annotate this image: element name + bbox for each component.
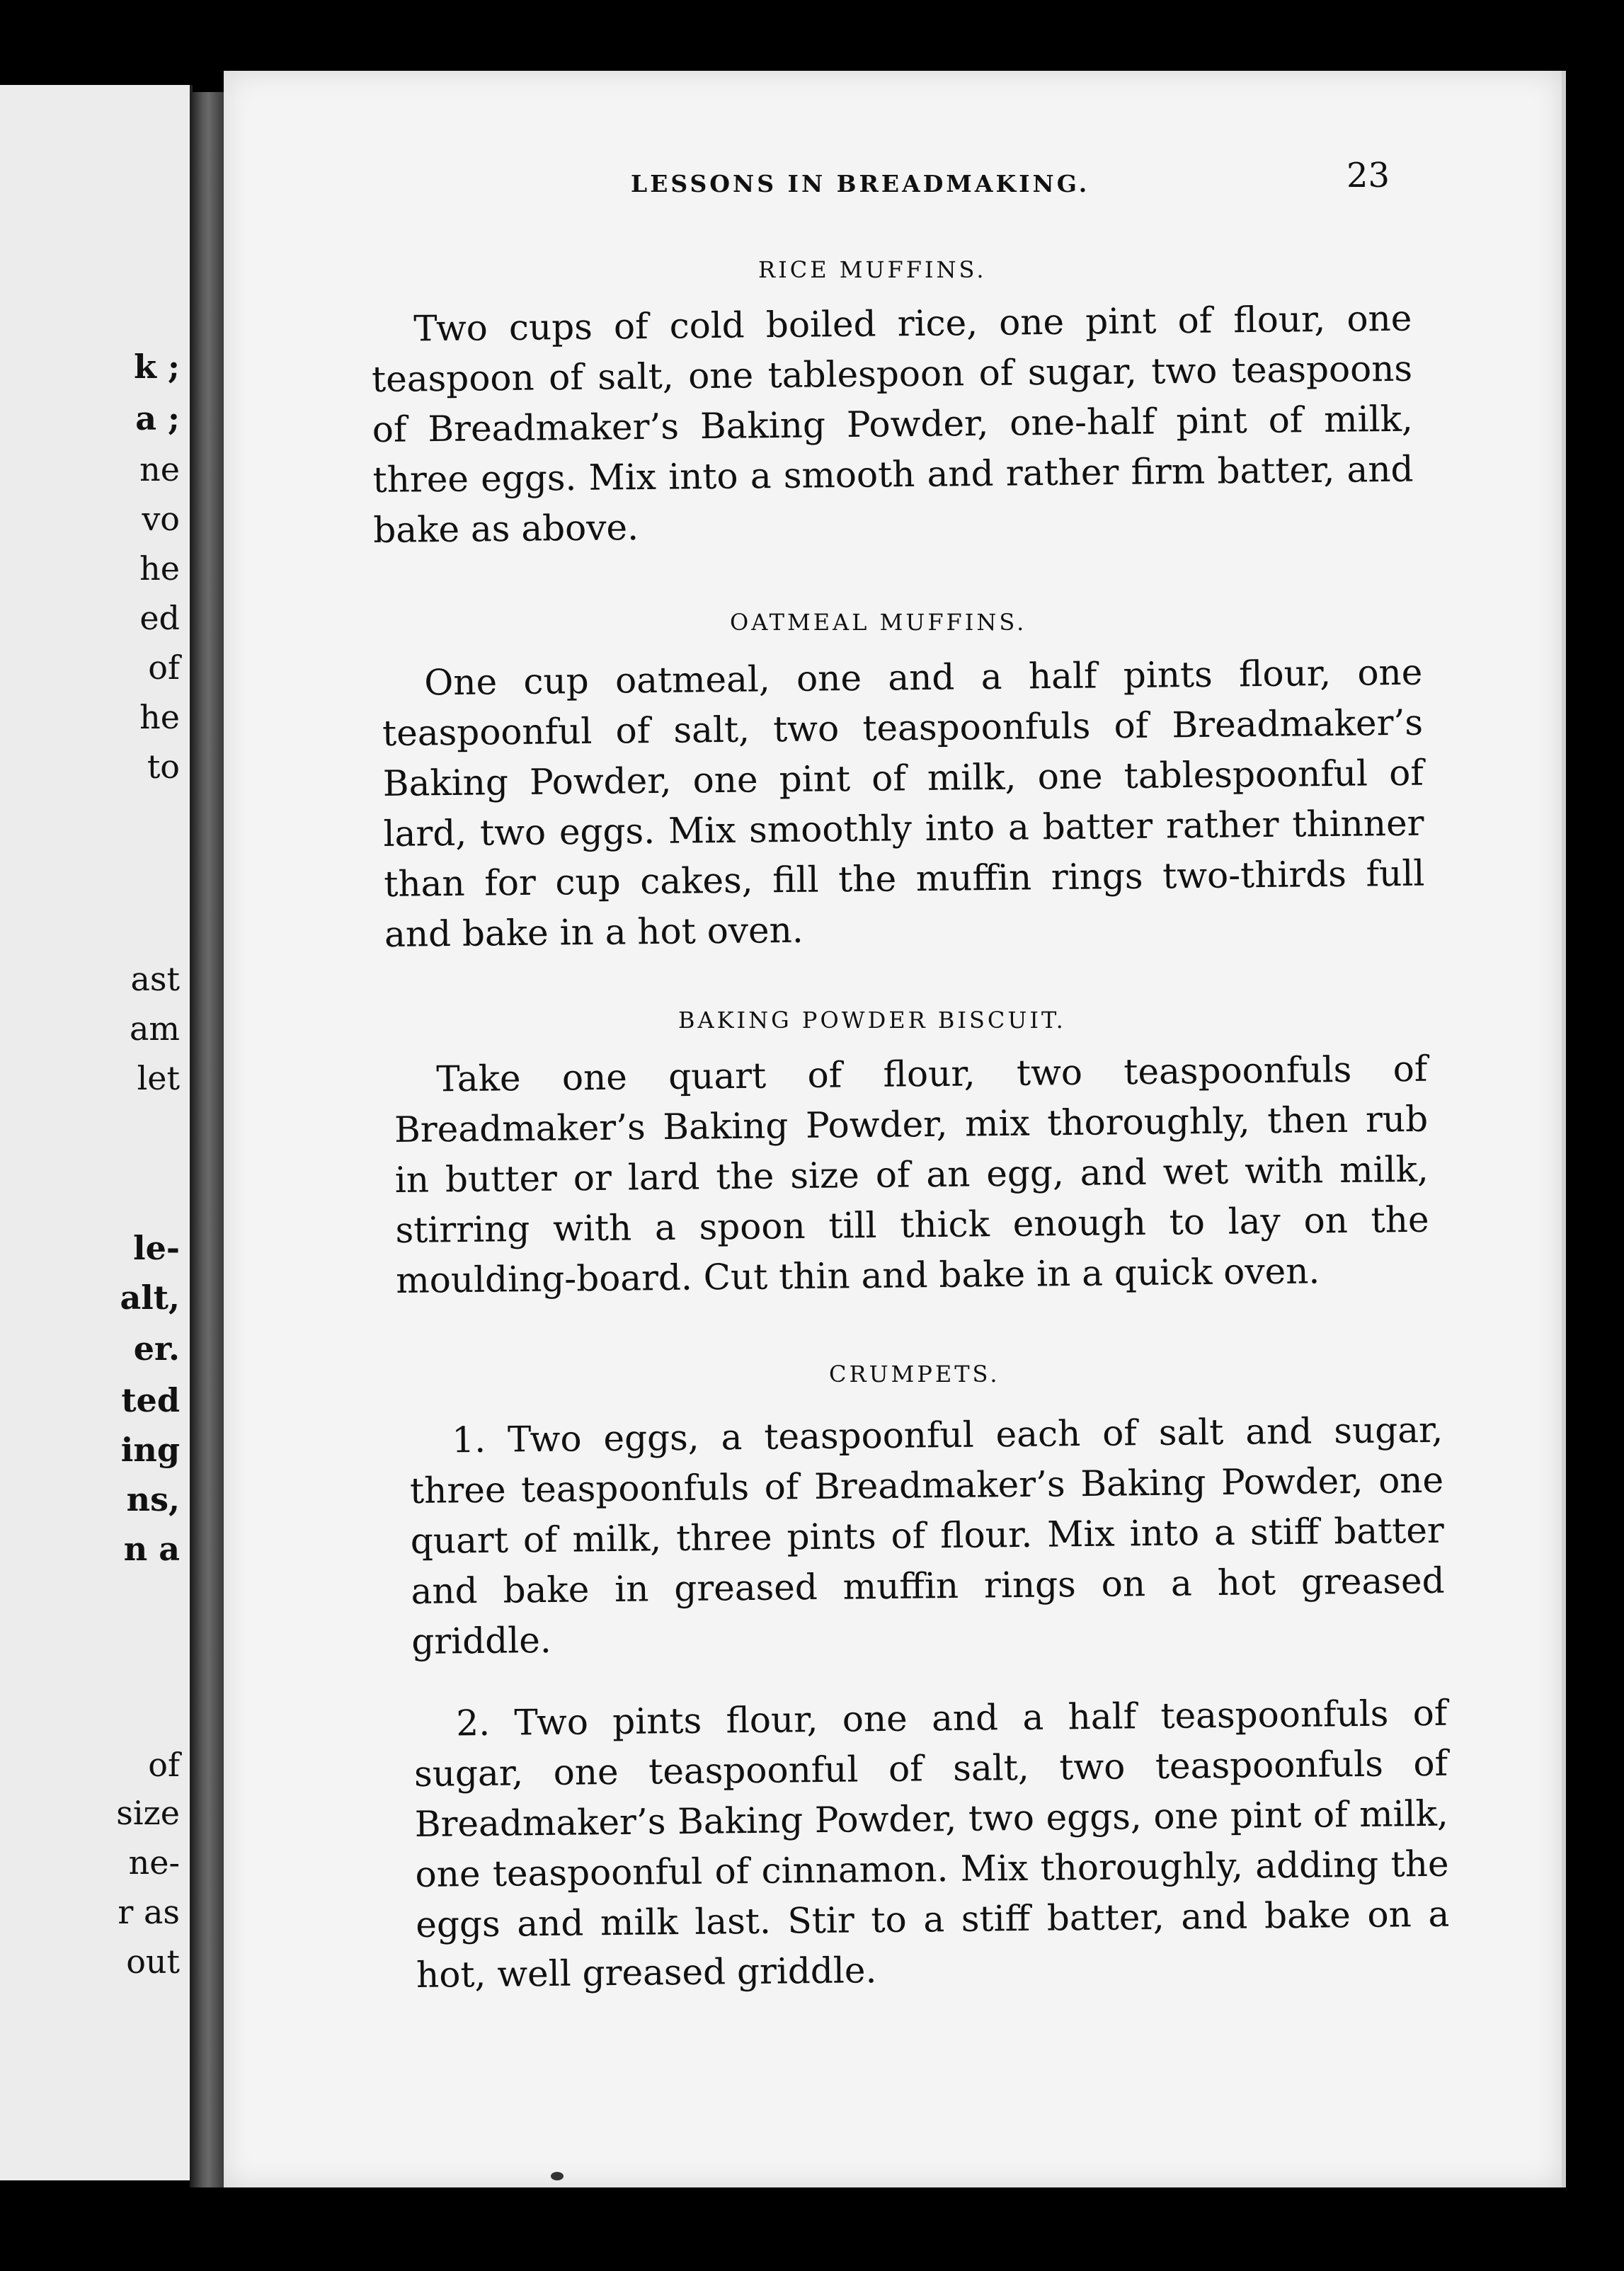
left-fragment: let	[137, 1059, 180, 1097]
left-fragment: ne-	[128, 1843, 180, 1882]
left-fragment: of	[148, 648, 180, 687]
left-fragment: ast	[130, 960, 180, 998]
left-fragment: he	[139, 698, 180, 736]
section-heading: BAKING POWDER BISCUIT.	[678, 1007, 1066, 1034]
section-heading: CRUMPETS.	[829, 1361, 1000, 1388]
page-number: 23	[1346, 156, 1390, 195]
book-page	[224, 71, 1566, 2187]
paragraph: Take one quart of flour, two teaspoonfuls of Breadmaker’s Baking Powder, mix thoroughly, then rub in butter or lard the size of an egg, and wet with milk, stirring with a spoon till thick enough to lay on the moulding-board. Cut thin and bake in a quick oven.	[394, 1048, 1429, 1301]
left-fragment: he	[139, 549, 180, 588]
left-fragment: size	[116, 1794, 180, 1832]
left-fragment: ing	[120, 1431, 180, 1469]
left-fragment: le-	[133, 1229, 180, 1267]
book-gutter	[190, 92, 224, 2187]
paragraph: Two cups of cold boiled rice, one pint of flour, one teaspoon of salt, one tablespoon of sugar, two teaspoons of Breadmaker’s Baking Powder, one-half pint of milk, three eggs. Mix into a smooth and rather firm batter, and bake as above.	[371, 297, 1414, 551]
left-fragment: a ;	[135, 399, 180, 437]
left-fragment: alt,	[120, 1278, 180, 1317]
running-head: LESSONS IN BREADMAKING.	[631, 170, 1090, 198]
section-heading: RICE MUFFINS.	[758, 256, 987, 283]
paragraph: 1. Two eggs, a teaspoonful each of salt and sugar, three teaspoonfuls of Breadmaker’s Baking Powder, one quart of milk, three pints of flour. Mix into a stiff batter and bake in greased muffin rings on a hot greased griddle.	[409, 1409, 1445, 1662]
previous-page-edge	[0, 85, 193, 2180]
left-fragment: of	[148, 1746, 180, 1784]
left-fragment: ted	[121, 1381, 180, 1419]
left-fragment: ne	[139, 450, 180, 488]
paragraph: 2. Two pints flour, one and a half teaspoonfuls of sugar, one teaspoonful of salt, two teaspoonfuls of Breadmaker’s Baking Powder, two eggs, one pint of milk, one teaspoonful of cinnamon. Mix thoroughly, adding the eggs and milk last. Stir to a stiff batter, and bake on a hot, well greased griddle.	[413, 1692, 1450, 1996]
left-fragment: r as	[118, 1893, 180, 1931]
left-fragment: ed	[139, 599, 180, 637]
left-fragment: to	[147, 748, 180, 786]
left-fragment: k ;	[134, 348, 180, 386]
paragraph: One cup oatmeal, one and a half pints flour, one teaspoonful of salt, two teaspoonfuls of Breadmaker’s Baking Powder, one pint of milk, one tablespoonful of lard, two eggs. Mix smoothly into a batter rather thinner than for cup cakes, fill the muffin rings two-thirds full and bake in a hot oven.	[382, 651, 1425, 955]
left-fragment: er.	[133, 1329, 180, 1368]
left-fragment: vo	[142, 500, 180, 538]
left-fragment: am	[129, 1009, 180, 1048]
left-fragment: n a	[123, 1530, 180, 1568]
left-fragment: out	[126, 1943, 180, 1981]
section-heading: OATMEAL MUFFINS.	[730, 609, 1027, 636]
ink-spot	[551, 2172, 564, 2180]
left-fragment: ns,	[126, 1480, 180, 1518]
